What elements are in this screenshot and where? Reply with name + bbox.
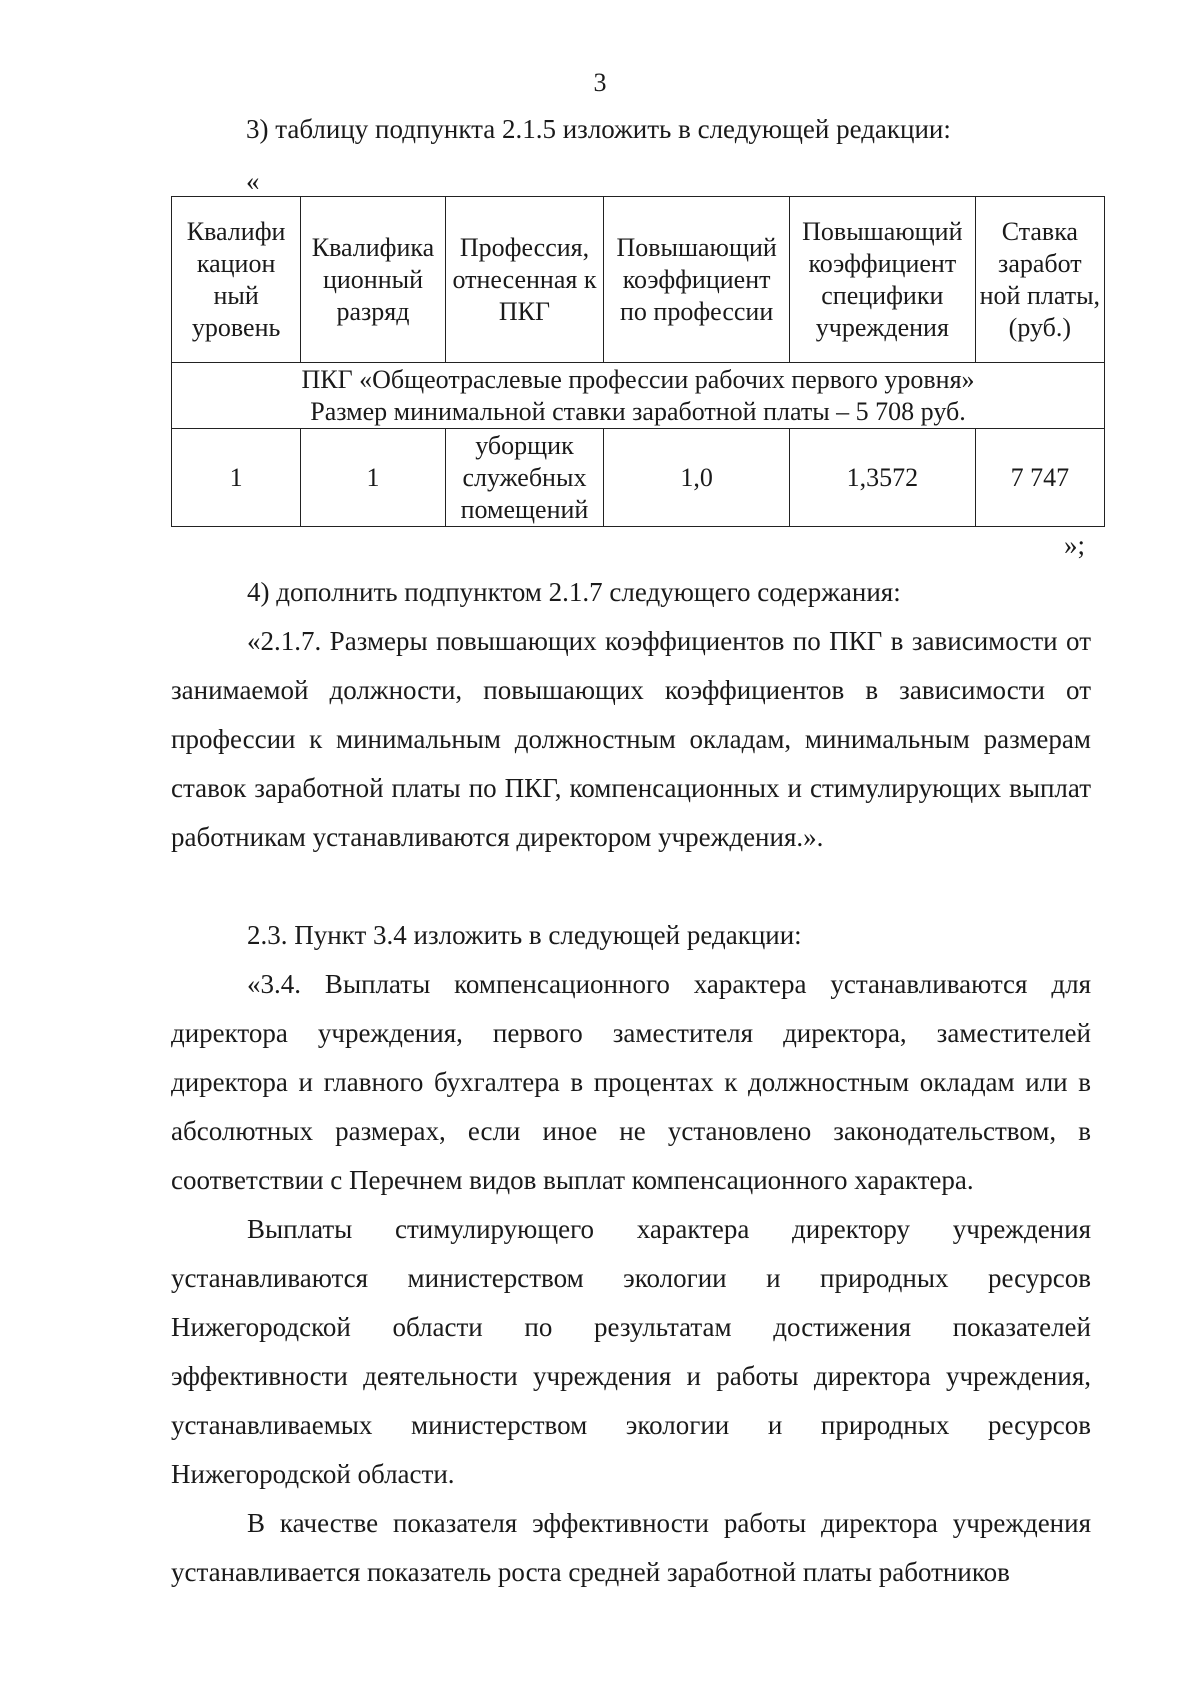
- header-profession: Профессия, отнесенная к ПКГ: [445, 197, 604, 363]
- table-intro-text: 3) таблицу подпункта 2.1.5 изложить в следующей редакции:: [246, 114, 951, 144]
- header-wage-rate: Ставка заработ ной платы, (руб.): [975, 197, 1104, 363]
- cell-wage-rate: 7 747: [975, 429, 1104, 527]
- paragraph-incentive-payments: Выплаты стимулирующего характера директору учреждения устанавливаются министерством экологии и природных ресурсов Нижегородской области по результатам достижения показателей эффективности деятельности учреждения и работы директора учреждения, устанавливаемых министерством экологии и природных ресурсов Нижегородской области.: [171, 1214, 1091, 1489]
- header-qualification-level: Квалифи кацион ный уровень: [172, 197, 301, 363]
- group-cell: [172, 363, 1105, 429]
- cell-profession: уборщик служебных помещений: [445, 429, 604, 527]
- page-number: 3: [593, 68, 607, 97]
- table-header-row: [172, 197, 1105, 363]
- table-group-row: [172, 363, 1105, 429]
- header-institution-coefficient: Повышающий коэффициент специфики учреждения: [789, 197, 975, 363]
- paragraph-efficiency-indicator: В качестве показателя эффективности работы директора учреждения устанавливается показатель роста средней заработной платы работников: [171, 1508, 1091, 1587]
- cell-qualification-level: 1: [172, 429, 301, 527]
- paragraph-4: 4) дополнить подпунктом 2.1.7 следующего содержания:: [247, 577, 901, 607]
- table-row: [172, 429, 1105, 527]
- header-profession-coefficient: Повышающий коэффициент по профессии: [604, 197, 790, 363]
- paragraph-3-4: «3.4. Выплаты компенсационного характера устанавливаются для директора учреждения, первого заместителя директора, заместителей директора и главного бухгалтера в процентах к должностным окладам или в абсолютных размерах, если иное не установлено законодательством, в соответствии с Перечнем видов выплат компенсационного характера.: [171, 969, 1091, 1195]
- cell-profession-coefficient: 1,0: [604, 429, 790, 527]
- group-subtitle: Размер минимальной ставки заработной платы – 5 708 руб.: [310, 396, 966, 426]
- cell-qualification-grade: 1: [301, 429, 445, 527]
- header-qualification-grade: Квалифика ционный разряд: [301, 197, 445, 363]
- group-title: ПКГ «Общеотраслевые профессии рабочих первого уровня»: [301, 364, 975, 394]
- salary-table: [171, 196, 1105, 527]
- opening-quote: «: [246, 166, 260, 196]
- paragraph-2-1-7: «2.1.7. Размеры повышающих коэффициентов по ПКГ в зависимости от занимаемой должности, повышающих коэффициентов в зависимости от профессии к минимальным должностным окладам, минимальным размерам ставок заработной платы по ПКГ, компенсационных и стимулирующих выплат работникам устанавливаются директором учреждения.».: [171, 626, 1091, 852]
- cell-institution-coefficient: 1,3572: [789, 429, 975, 527]
- closing-quote: »;: [1064, 530, 1086, 560]
- paragraph-2-3: 2.3. Пункт 3.4 изложить в следующей редакции:: [247, 920, 802, 950]
